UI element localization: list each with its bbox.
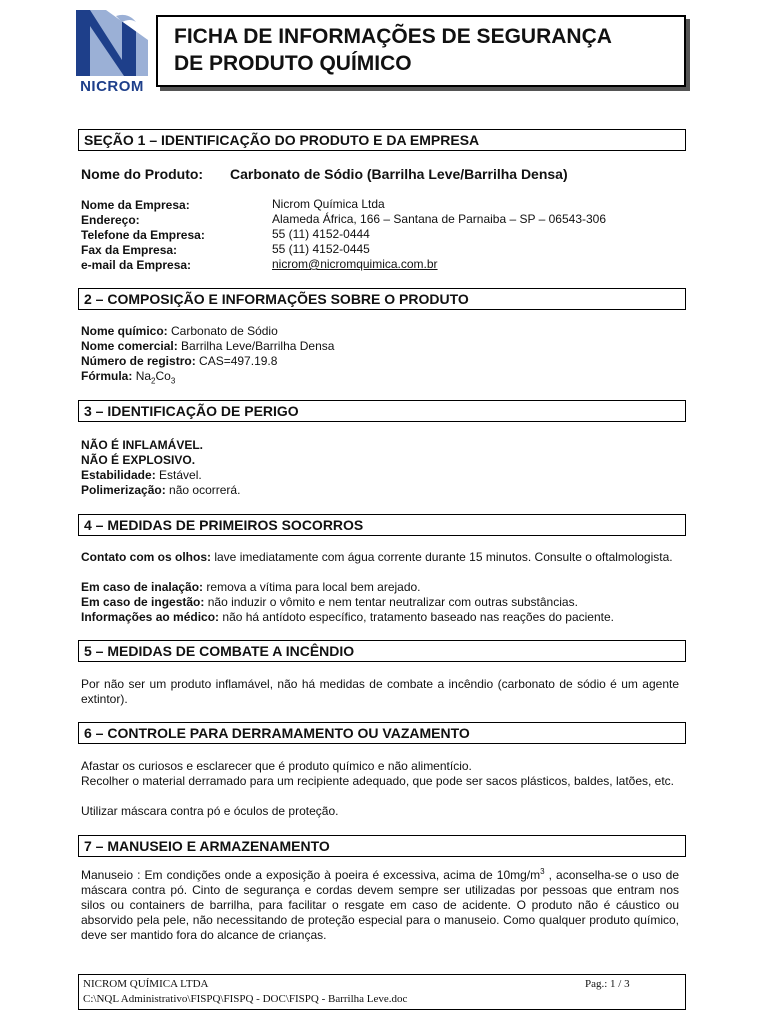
- formula-line: [81, 369, 175, 388]
- doctor-info-label: Informações ao médico:: [81, 610, 220, 624]
- section-5-heading: 5 – MEDIDAS DE COMBATE A INCÊNDIO: [78, 640, 686, 662]
- section-1-heading: SEÇÃO 1 – IDENTIFICAÇÃO DO PRODUTO E DA EMPRESA: [78, 129, 686, 151]
- footer-page-number: Pag.: 1 / 3: [585, 978, 630, 990]
- inhalation-line: [81, 580, 421, 595]
- registry-label: Número de registro:: [81, 354, 196, 368]
- product-name-label: Nome do Produto:: [81, 166, 204, 182]
- formula-label: Fórmula:: [81, 369, 133, 383]
- product-name-row: [81, 166, 568, 182]
- section-3-heading: 3 – IDENTIFICAÇÃO DE PERIGO: [78, 400, 686, 422]
- title-line-1: FICHA DE INFORMAÇÕES DE SEGURANÇA: [174, 25, 612, 48]
- section-4-heading: 4 – MEDIDAS DE PRIMEIROS SOCORROS: [78, 514, 686, 536]
- eyes-label: Contato com os olhos:: [81, 550, 211, 564]
- footer-company: NICROM QUÍMICA LTDA: [83, 978, 209, 990]
- ingestion-line: [81, 595, 578, 610]
- chemical-name-line: [81, 324, 278, 339]
- inhalation-label: Em caso de inalação:: [81, 580, 204, 594]
- email-label: e-mail da Empresa:: [81, 258, 192, 272]
- fax-value: 55 (11) 4152-0445: [272, 242, 370, 256]
- logo-wordmark: NICROM: [80, 78, 144, 95]
- inhalation-text: remova a vítima para local bem arejado.: [206, 580, 421, 594]
- not-flammable: NÃO É INFLAMÁVEL.: [81, 438, 203, 452]
- stability-label: Estabilidade:: [81, 468, 156, 482]
- spill-line-1: Afastar os curiosos e esclarecer que é produto químico e não alimentício.: [81, 759, 472, 773]
- fire-fighting-text: Por não ser um produto inflamável, não há medidas de combate a incêndio (carbonato de sódio é um agente extintor).: [81, 677, 679, 706]
- chemical-name-value: Carbonato de Sódio: [171, 324, 278, 338]
- title-line-2: DE PRODUTO QUÍMICO: [174, 52, 412, 75]
- section-2-heading: 2 – COMPOSIÇÃO E INFORMAÇÕES SOBRE O PRODUTO: [78, 288, 686, 310]
- chemical-name-label: Nome químico:: [81, 324, 168, 338]
- email-link[interactable]: nicrom@nicromquimica.com.br: [272, 257, 438, 271]
- stability-line: [81, 468, 202, 483]
- not-explosive: NÃO É EXPLOSIVO.: [81, 453, 196, 467]
- doctor-info-line: [81, 610, 614, 625]
- polymerization-line: [81, 483, 240, 498]
- doctor-info-text: não há antídoto específico, tratamento baseado nas reações do paciente.: [222, 610, 614, 624]
- polymerization-value: não ocorrerá.: [169, 483, 241, 497]
- company-name-value: Nicrom Química Ltda: [272, 197, 385, 211]
- spill-line-3: Utilizar máscara contra pó e óculos de proteção.: [81, 804, 339, 818]
- commercial-name-line: [81, 339, 334, 354]
- commercial-name-value: Barrilha Leve/Barrilha Densa: [181, 339, 335, 353]
- section-6-heading: 6 – CONTROLE PARA DERRAMAMENTO OU VAZAMENTO: [78, 722, 686, 744]
- polymerization-label: Polimerização:: [81, 483, 166, 497]
- phone-label: Telefone da Empresa:: [81, 228, 205, 242]
- eyes-text: lave imediatamente com água corrente durante 15 minutos. Consulte o oftalmologista.: [214, 550, 673, 564]
- eyes-paragraph: [81, 550, 679, 565]
- stability-value: Estável.: [159, 468, 202, 482]
- handling-text: Manuseio : Em condições onde a exposição à poeira é excessiva, acima de $10mg/m^3$ , aconselha-se o uso de máscara contra pó. Cinto de segurança e cordas devem sempre ser utilizadas por pessoas que entram nos silos ou containers de barrilha, para facilitar o resgate em caso de acidente. O produto não é cáustico ou absorvido pela pele, não necessitando de proteção especial para o manuseio. Como qualquer produto químico, deve ser mantido fora do alcance de crianças.: [81, 867, 679, 942]
- footer-file-path: C:\NQL Administrativo\FISPQ\FISPQ - DOC\FISPQ - Barrilha Leve.doc: [83, 993, 408, 1005]
- spill-line-2: Recolher o material derramado para um recipiente adequado, que pode ser sacos plásticos, baldes, latões, etc.: [81, 774, 675, 788]
- ingestion-label: Em caso de ingestão:: [81, 595, 205, 609]
- registry-line: [81, 354, 277, 369]
- section-7-heading: 7 – MANUSEIO E ARMAZENAMENTO: [78, 835, 686, 857]
- page-footer: [78, 974, 686, 1010]
- phone-value: 55 (11) 4152-0444: [272, 227, 370, 241]
- ingestion-text: não induzir o vômito e nem tentar neutralizar com outras substâncias.: [207, 595, 578, 609]
- document-title-box: [156, 15, 686, 87]
- address-value: Alameda África, 166 – Santana de Parnaiba – SP – 06543-306: [272, 212, 607, 226]
- address-label: Endereço:: [81, 213, 140, 227]
- company-name-label: Nome da Empresa:: [81, 198, 190, 212]
- registry-value: CAS=497.19.8: [199, 354, 278, 368]
- fax-label: Fax da Empresa:: [81, 243, 178, 257]
- product-name-value: Carbonato de Sódio (Barrilha Leve/Barrilha Densa): [230, 166, 568, 182]
- formula-value: $Na_2Co_3$: [135, 369, 176, 386]
- commercial-name-label: Nome comercial:: [81, 339, 178, 353]
